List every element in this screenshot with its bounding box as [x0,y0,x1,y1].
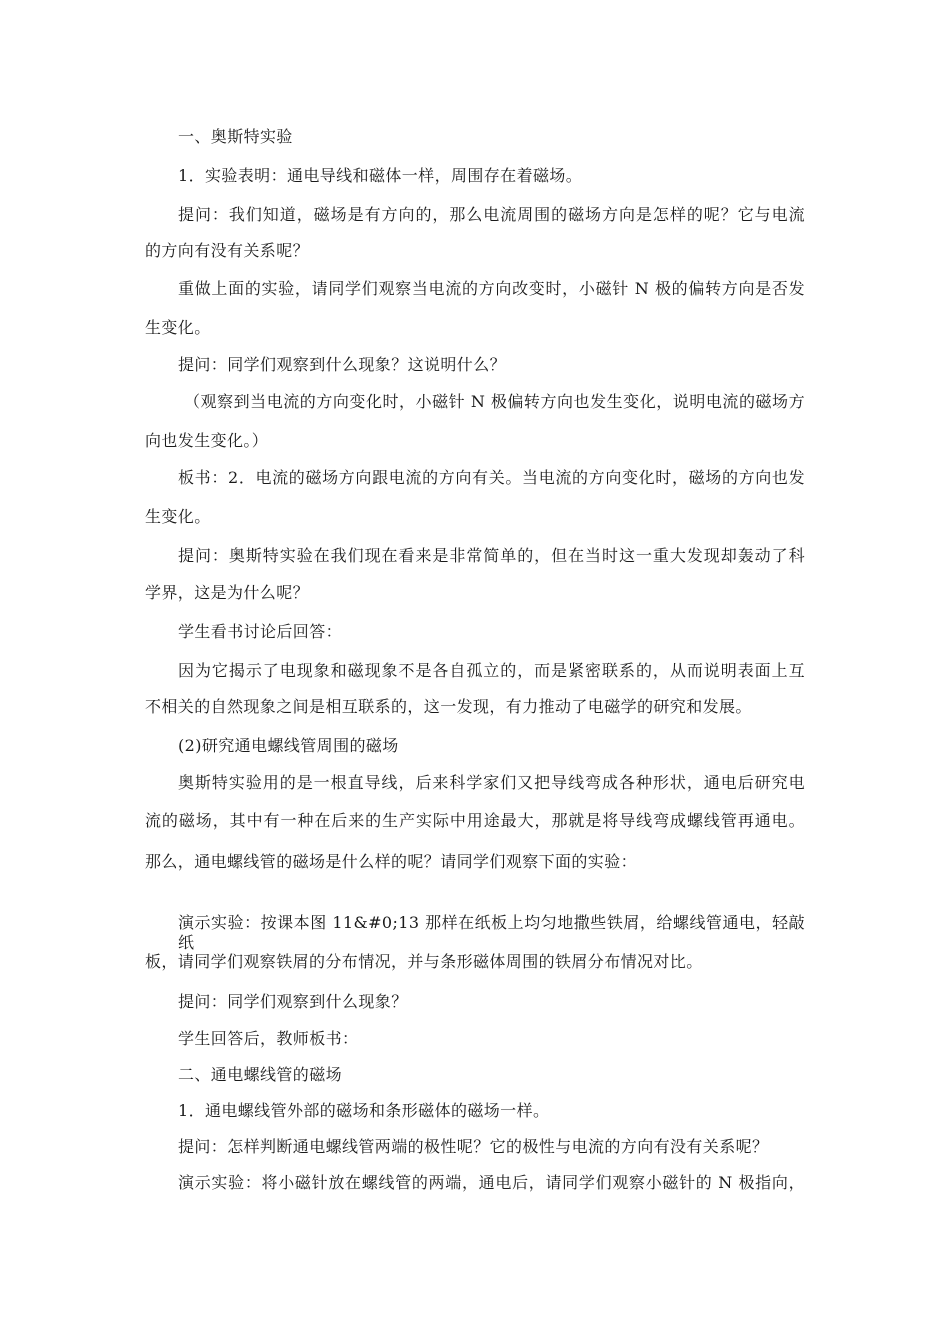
text-line: 奥斯特实验用的是一根直导线，后来科学家们又把导线弯成各种形状，通电后研究电 [178,773,805,792]
text-line: 提问：怎样判断通电螺线管两端的极性呢？它的极性与电流的方向有没有关系呢？ [178,1137,769,1156]
subsection-heading-solenoid: (2)研究通电螺线管周围的磁场 [178,736,399,755]
text-line: 演示实验：将小磁针放在螺线管的两端，通电后，请同学们观察小磁针的 N 极指向， [178,1173,805,1192]
text-line: 不相关的自然现象之间是相互联系的，这一发现，有力推动了电磁学的研究和发展。 [145,697,752,716]
section-heading-solenoid-field: 二、通电螺线管的磁场 [178,1065,343,1084]
text-line: 提问：同学们观察到什么现象？ [178,992,408,1011]
text-line: 板书：2．电流的磁场方向跟电流的方向有关。当电流的方向变化时，磁场的方向也发 [178,468,805,487]
text-line: 提问：奥斯特实验在我们现在看来是非常简单的，但在当时这一重大发现却轰动了科 [178,546,805,565]
text-line: 板，请同学们观察铁屑的分布情况，并与条形磁体周围的铁屑分布情况对比。 [145,952,703,971]
text-line: 的方向有没有关系呢？ [145,241,310,260]
text-line: 学界，这是为什么呢？ [145,583,310,602]
text-line: 因为它揭示了电现象和磁现象不是各自孤立的，而是紧密联系的，从而说明表面上互 [178,661,805,680]
text-line: 1．实验表明：通电导线和磁体一样，周围存在着磁场。 [178,166,583,185]
text-line: 1．通电螺线管外部的磁场和条形磁体的磁场一样。 [178,1101,550,1120]
text-line: 流的磁场，其中有一种在后来的生产实际中用途最大，那就是将导线弯成螺线管再通电。 [145,811,805,830]
text-line: 生变化。 [145,318,211,337]
section-heading-oersted-experiment: 一、奥斯特实验 [178,127,293,146]
text-line: 重做上面的实验，请同学们观察当电流的方向改变时，小磁针 N 极的偏转方向是否发 [178,279,805,298]
text-line: 提问：我们知道，磁场是有方向的，那么电流周围的磁场方向是怎样的呢？它与电流 [178,205,805,224]
text-line: 向也发生变化。） [145,431,269,450]
text-line: 学生看书讨论后回答： [178,622,343,641]
text-line: 学生回答后，教师板书： [178,1029,359,1048]
text-line: 生变化。 [145,507,211,526]
text-line: 提问：同学们观察到什么现象？这说明什么？ [178,355,507,374]
text-line: （观察到当电流的方向变化时，小磁针 N 极偏转方向也发生变化，说明电流的磁场方 [184,392,805,411]
text-line: 演示实验：按课本图 11&#0;13 那样在纸板上均匀地撒些铁屑，给螺线管通电，轻敲纸 [178,913,805,952]
text-line: 那么，通电螺线管的磁场是什么样的呢？请同学们观察下面的实验： [145,852,638,871]
